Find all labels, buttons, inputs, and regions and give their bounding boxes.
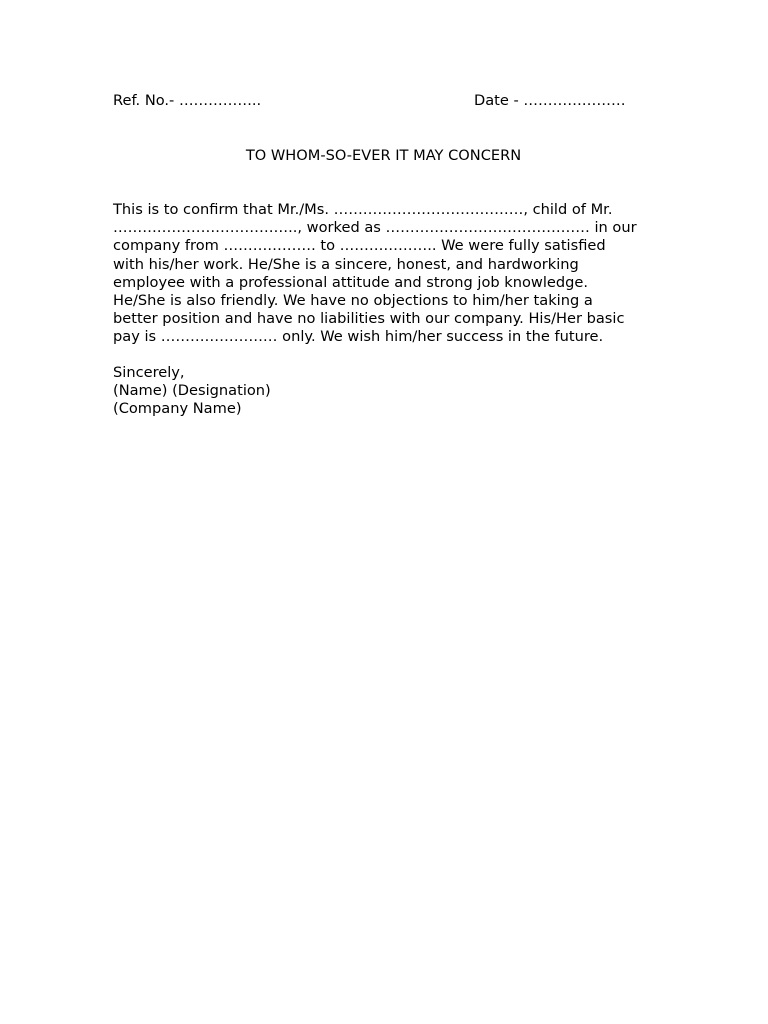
body-line: pay is …………………… only. We wish him/her success in the future. (113, 328, 604, 346)
body-line: This is to confirm that Mr./Ms. …………………………………, child of Mr. (113, 201, 613, 218)
body-line: He/She is also friendly. We have no objections to him/her taking a (113, 291, 593, 309)
letter-closing (113, 364, 658, 419)
body-line: employee with a professional attitude and strong job knowledge. (113, 273, 589, 291)
letter-page (113, 0, 658, 1024)
letter-date: Date - ………………… (474, 92, 626, 109)
company-name: (Company Name) (113, 400, 242, 418)
reference-number: Ref. No.- …………….. (113, 92, 262, 109)
body-line: ……………………………….., worked as …………………………………… in our (113, 219, 637, 237)
body-line: company from ………………. to ……………….. We were fully satisfied (113, 237, 606, 255)
letter-heading: TO WHOM-SO-EVER IT MAY CONCERN (245, 147, 522, 164)
body-line: better position and have no liabilities with our company. His/Her basic (113, 310, 625, 328)
letter-body (113, 201, 658, 347)
reference-row (113, 92, 658, 111)
valediction: Sincerely, (113, 364, 185, 381)
signatory-name-designation: (Name) (Designation) (113, 382, 271, 400)
body-line: with his/her work. He/She is a sincere, honest, and hardworking (113, 255, 579, 273)
